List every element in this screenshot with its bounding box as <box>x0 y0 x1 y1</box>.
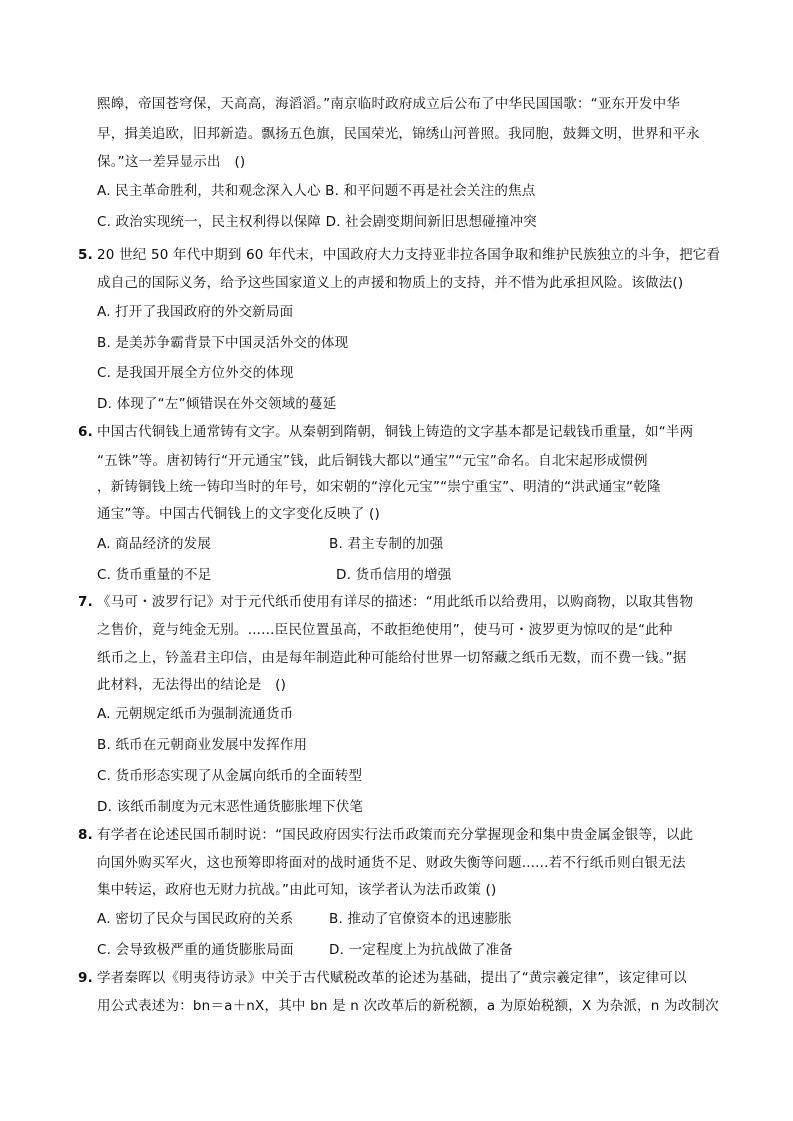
q8-stem-line-1: 有学者在论述民国币制时说：“国民政府因实行法币政策而充分掌握现金和集中贵金属金银等，以此 <box>97 827 694 843</box>
q6-option-c: C. 货币重量的不足 <box>97 567 212 583</box>
q9-stem-line-1: 学者秦晖以《明夷待访录》中关于古代赋税改革的论述为基础，提出了“黄宗羲定律”，该定律可以 <box>97 970 687 986</box>
q6-option-d: D. 货币信用的增强 <box>336 567 452 583</box>
q9-number: 9. <box>78 970 93 986</box>
q6-option-b: B. 君主专制的加强 <box>329 536 444 552</box>
q6-stem-line-3: ，新铸铜钱上统一铸印当时的年号，如宋朝的“淳化元宝”“崇宁重宝”、明清的“洪武通宝“乾隆 <box>97 479 661 495</box>
q5-option-c: C. 是我国开展全方位外交的体现 <box>97 365 294 381</box>
q4-stem-line-3: 保。”这一差异显示出 () <box>97 154 246 170</box>
q8-number: 8. <box>78 827 93 843</box>
q7-stem-line-2: 之售价，竟与纯金无别。......臣民位置虽高，不敢拒绝使用”，使马可・波罗更为惊叹的是“此种 <box>97 622 673 638</box>
q8-option-b: B. 推动了官僚资本的迅速膨胀 <box>329 911 512 927</box>
q7-stem-line-4: 此材料，无法得出的结论是 () <box>97 677 287 693</box>
q5-option-b: B. 是美苏争霸背景下中国灵活外交的体现 <box>97 335 349 351</box>
q7-stem-line-1: 《马可・波罗行记》对于元代纸币使用有详尽的描述：“用此纸币以给费用，以购商物，以取其售物 <box>97 594 694 610</box>
q5-number: 5. <box>78 247 93 263</box>
q6-stem-line-2: “五铢”等。唐初铸行“开元通宝”钱，此后铜钱大都以“通宝”“元宝”命名。自北宋起形成惯例 <box>97 453 648 469</box>
q4-stem-line-1: 熙皞，帝国苍穹保，天高高，海滔滔。”南京临时政府成立后公布了中华民国国歌：“亚东开发中华 <box>97 96 681 112</box>
q7-number: 7. <box>78 594 93 610</box>
q7-option-c: C. 货币形态实现了从金属向纸币的全面转型 <box>97 768 363 784</box>
q6-stem-line-4: 通宝”等。中国古代铜钱上的文字变化反映了 () <box>97 506 380 522</box>
q7-option-b: B. 纸币在元朝商业发展中发挥作用 <box>97 737 308 753</box>
q5-option-d: D. 体现了“左”倾错误在外交领域的蔓延 <box>97 396 337 412</box>
q7-stem-line-3: 纸币之上，钤盖君主印信，由是每年制造此种可能给付世界一切帑藏之纸币无数，而不费一钱。”据 <box>97 650 687 666</box>
q8-option-c: C. 会导致极严重的通货膨胀局面 <box>97 942 294 958</box>
q7-option-a: A. 元朝规定纸币为强制流通货币 <box>97 706 294 722</box>
q9-stem-line-2: 用公式表述为：bn＝a＋nX，其中 bn 是 n 次改革后的新税额，a 为原始税额，X 为杂派，n 为改制次 <box>97 998 719 1014</box>
q5-stem-line-1: 20 世纪 50 年代中期到 60 年代末，中国政府大力支持亚非拉各国争取和维护民族独立的斗争，把它看 <box>97 247 721 263</box>
q8-option-d: D. 一定程度上为抗战做了准备 <box>329 942 513 958</box>
q5-stem-line-2: 成自己的国际义务，给予这些国家道义上的声援和物质上的支持，并不惜为此承担风险。该做法() <box>97 275 684 291</box>
q8-option-a: A. 密切了民众与国民政府的关系 <box>97 911 294 927</box>
q7-option-d: D. 该纸币制度为元末恶性通货膨胀埋下伏笔 <box>97 799 364 815</box>
q4-options-ab: A. 民主革命胜利，共和观念深入人心 B. 和平问题不再是社会关注的焦点 <box>97 183 536 199</box>
q8-stem-line-3: 集中转运，政府也无财力抗战。”由此可知，该学者认为法币政策 () <box>97 882 497 898</box>
q6-number: 6. <box>78 424 93 440</box>
q6-option-a: A. 商品经济的发展 <box>97 536 212 552</box>
q4-options-cd: C. 政治实现统一，民主权利得以保障 D. 社会剧变期间新旧思想碰撞冲突 <box>97 214 537 230</box>
q5-option-a: A. 打开了我国政府的外交新局面 <box>97 304 294 320</box>
q6-stem-line-1: 中国古代铜钱上通常铸有文字。从秦朝到隋朝，铜钱上铸造的文字基本都是记载钱币重量，如“半两 <box>97 424 694 440</box>
q4-stem-line-2: 早，揖美追欧，旧邦新造。飘扬五色旗，民国荣光，锦绣山河普照。我同胞，鼓舞文明，世界和平永 <box>97 126 700 142</box>
q8-stem-line-2: 向国外购买军火，这也预筹即将面对的战时通货不足、财政失衡等问题......若不行纸币则白银无法 <box>97 855 686 871</box>
